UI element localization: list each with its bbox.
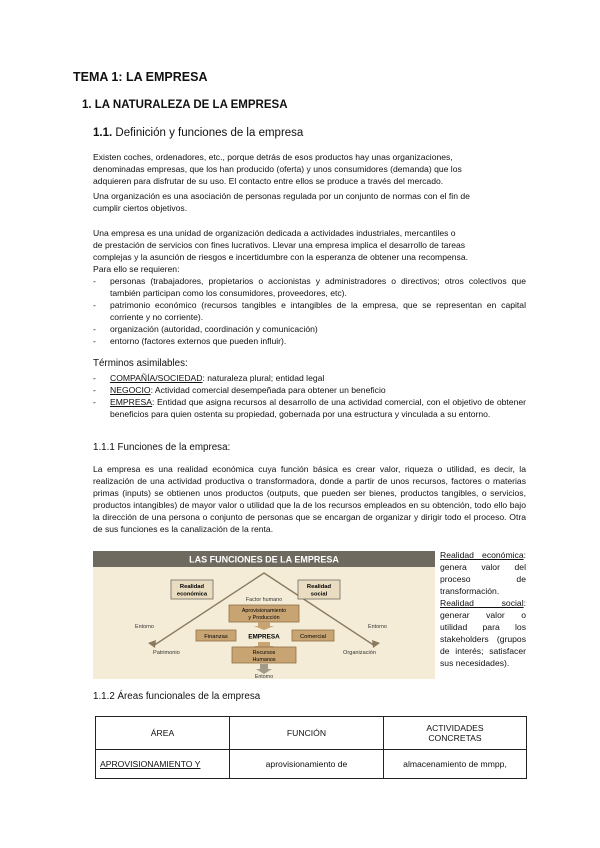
section-heading: 1. LA NATURALEZA DE LA EMPRESA <box>82 99 288 111</box>
paragraph-empresa <box>93 227 508 275</box>
area-name: APROVISIONAMIENTO Y <box>100 759 201 769</box>
term: NEGOCIO <box>110 385 151 395</box>
paragraph-intro <box>93 151 508 187</box>
organizacion-label: Organización <box>343 650 376 656</box>
heading-areas: 1.1.2 Áreas funcionales de la empresa <box>93 691 261 702</box>
empresa-label: EMPRESA <box>248 633 280 641</box>
list-item: - patrimonio económico (recursos tangibles e intangibles de la empresa, que se representan en capital corriente y no corriente). <box>93 299 526 323</box>
list-item <box>93 372 526 384</box>
table-cell: aprovisionamiento de <box>230 750 384 779</box>
text-line: Para ello se requieren: <box>93 264 180 274</box>
list-item <box>93 396 526 420</box>
subsection-title: Definición y funciones de la empresa <box>112 127 304 139</box>
term: COMPAÑÍA/SOCIEDAD <box>110 373 203 383</box>
term-definition: : genera valor del proceso de transformación. <box>440 550 526 596</box>
table-header: FUNCIÓN <box>230 717 384 750</box>
figure-side-notes <box>440 549 526 669</box>
text-line: Una empresa es una unidad de organización dedicada a actividades industriales, mercantiles o <box>93 228 456 238</box>
areas-table <box>95 716 527 779</box>
terms-list <box>93 372 526 420</box>
table-cell: almacenamiento de mmpp, <box>384 750 527 779</box>
text-line: cumplir ciertos objetivos. <box>93 203 188 213</box>
patrimonio-label: Patrimonio <box>153 650 180 656</box>
requirements-list <box>93 275 526 347</box>
diagram-title: LAS FUNCIONES DE LA EMPRESA <box>189 554 339 565</box>
text-line: Existen coches, ordenadores, etc., porque detrás de esos productos hay unas organizaciones, <box>93 152 453 162</box>
term: EMPRESA <box>110 397 153 407</box>
term: Realidad económica <box>440 550 524 560</box>
recursos-humanos-label: Recursos <box>252 650 276 656</box>
factor-humano-label: Factor humano <box>245 597 283 603</box>
comercial-label: Comercial <box>299 634 327 640</box>
realidad-economica-label: económica <box>176 591 208 598</box>
term-definition: : Entidad que asigna recursos al desarrollo de una actividad comercial, con el objetivo de obtener beneficios para quien ostenta su propiedad, gobernada por una estructura y vinculada a su entorno. <box>110 397 526 419</box>
text-line: adquieren para disfrutar de su uso. El contacto entre ellos se produce a través del mercado. <box>93 176 444 186</box>
table-row <box>96 750 527 779</box>
page-title: TEMA 1: LA EMPRESA <box>73 70 208 84</box>
text-line: de prestación de servicios con fines lucrativos. Llevar una empresa implica el desarrollo de tareas <box>93 240 466 250</box>
terms-title: Términos asimilables: <box>93 358 188 369</box>
entorno-bottom-label: Entorno <box>254 674 274 679</box>
list-item <box>93 384 526 396</box>
text-line: denominadas empresas, que los han producido (oferta) y unos consumidores (demanda) que los <box>93 164 462 174</box>
recursos-humanos-label: Humanos <box>252 657 276 663</box>
paragraph-funciones: La empresa es una realidad económica cuya función básica es crear valor, riqueza o utilidad, es decir, la realización de una actividad productiva o transformadora, donde a partir de unos recursos, factores o materias primas (inputs) se obtienen unos productos (outputs, que pueden ser bienes, productos tangibles, o servicios, productos intangibles) de mayor valor o utilidad que la de los recursos empleados en su obtención, todo ello bajo la dirección de una persona o conjunto de personas que se encargan de organizar y dirigir todo el proceso. Otra de sus funciones es la canalización de la renta. <box>93 464 526 534</box>
table-header: ACTIVIDADES CONCRETAS <box>384 717 527 750</box>
term-definition: : generar valor o utilidad para los stakeholders (grupos de interés; satisfacer sus necesidades). <box>440 598 526 668</box>
term: Realidad social <box>440 598 524 608</box>
aprovisionamiento-label: y Producción <box>248 615 280 621</box>
term-definition: : naturaleza plural; entidad legal <box>202 373 325 383</box>
realidad-social-label: social <box>310 591 328 598</box>
table-header: ÁREA <box>96 717 230 750</box>
entorno-right-label: Entorno <box>368 624 387 630</box>
realidad-social-label: Realidad <box>306 584 332 590</box>
funciones-diagram <box>93 551 435 679</box>
realidad-economica-label: Realidad <box>179 584 205 590</box>
subsection-heading <box>93 127 303 139</box>
text-line: Una organización es una asociación de personas regulada por un conjunto de normas con el fin de <box>93 191 470 201</box>
aprovisionamiento-label: Aprovisionamiento <box>241 608 287 614</box>
heading-funciones: 1.1.1 Funciones de la empresa: <box>93 442 231 453</box>
text-line: complejas y la asunción de riesgos e incertidumbre con la esperanza de obtener una recompensa. <box>93 252 469 262</box>
table-header-row <box>96 717 527 750</box>
entorno-left-label: Entorno <box>135 624 154 630</box>
paragraph-organizacion <box>93 190 508 214</box>
list-item: - organización (autoridad, coordinación y comunicación) <box>93 323 526 335</box>
list-item: - entorno (factores externos que pueden influir). <box>93 335 526 347</box>
subsection-number: 1.1. <box>93 127 113 139</box>
list-item: - personas (trabajadores, propietarios o accionistas y administradores o directivos; otros colectivos que también participan como los consumidores, proveedores, etc). <box>93 275 526 299</box>
finanzas-label: Finanzas <box>204 634 228 640</box>
term-definition: : Actividad comercial desempeñada para obtener un beneficio <box>150 385 386 395</box>
table-cell <box>96 750 230 779</box>
